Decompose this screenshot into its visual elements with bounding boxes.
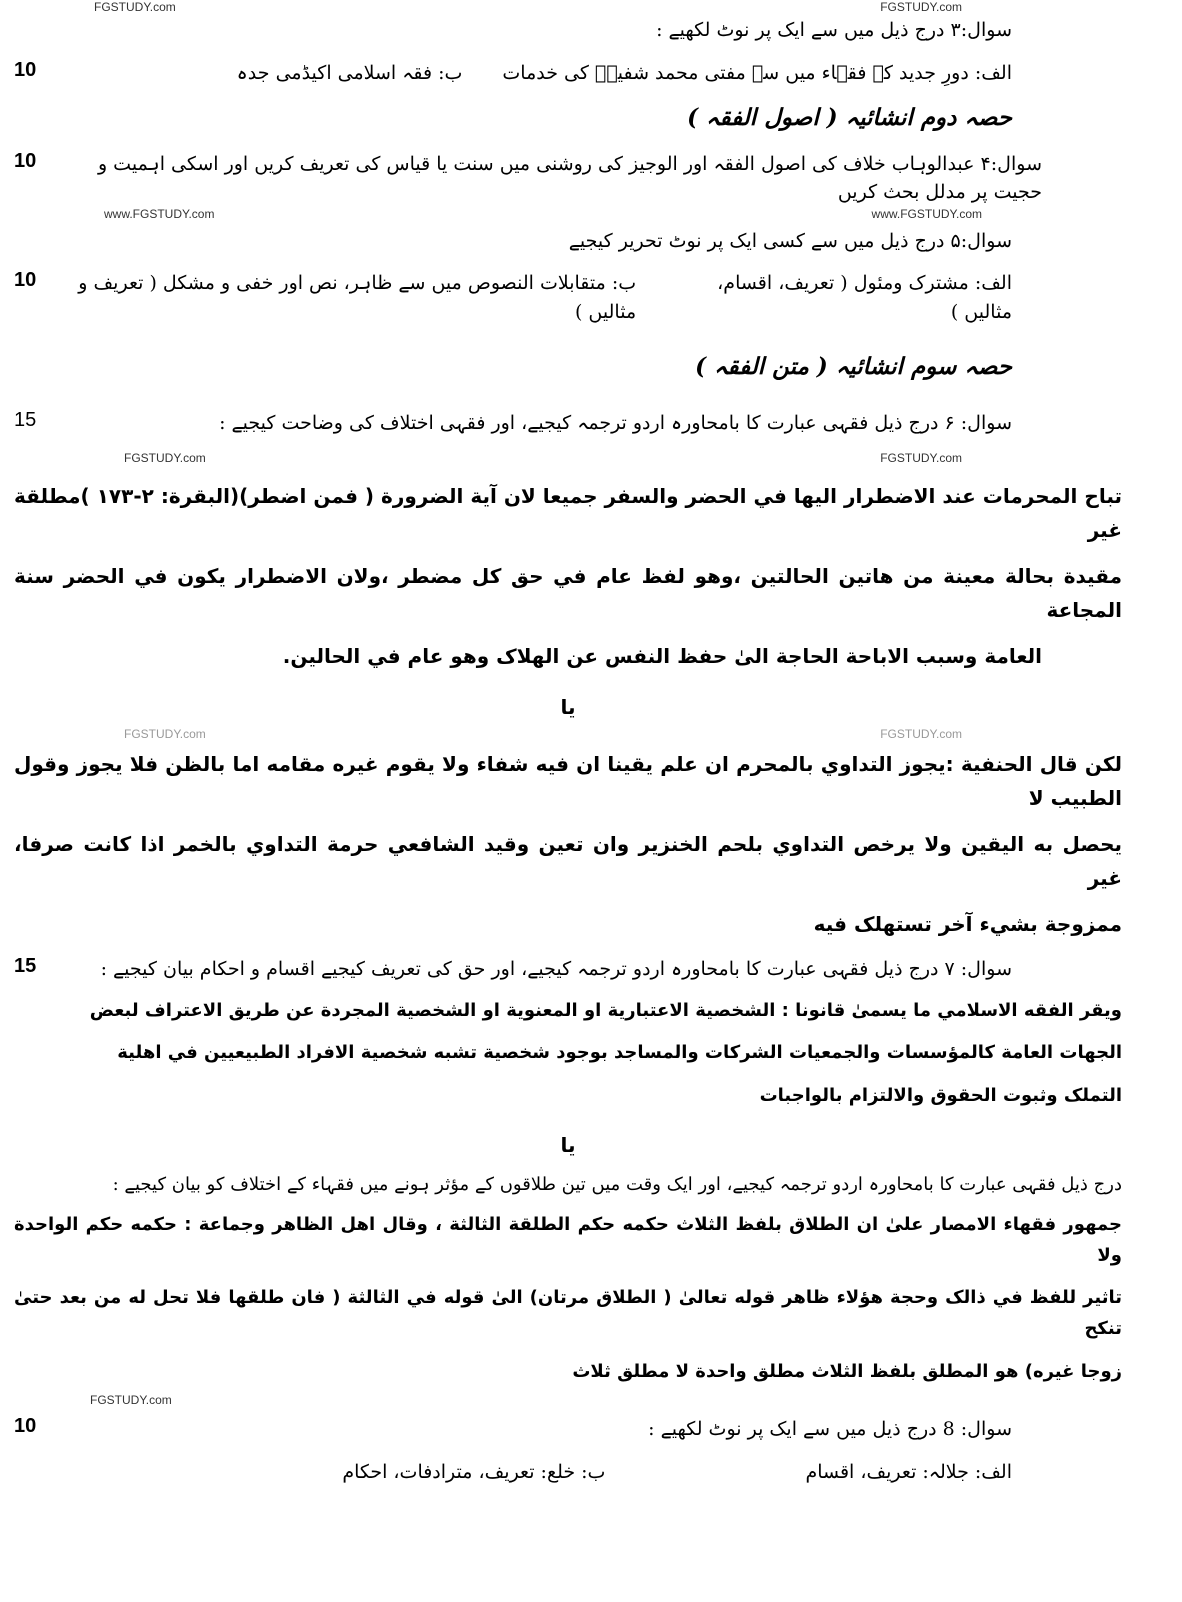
question-7-text-line: ويقر الفقه الاسلامي ما يسمىٰ قانونا : الشخصية الاعتبارية او المعنوية او الشخصية المجردة عن طريق الاعتراف لبعض bbox=[89, 999, 1122, 1021]
question-6-alt-text-line: ممزوجة بشيء آخر تستهلک فيه bbox=[813, 912, 1122, 936]
question-8-option-a: الف: جلالہ: تعریف، اقسام bbox=[805, 1460, 1012, 1483]
question-4-title: سوال:۴ عبدالوہاب خلاف کی اصول الفقہ اور الوجیز کی روشنی میں سنت یا قیاس کی تعریف کریں اور اسکی اہمیت و حجیت پر مدلل بحث کریں bbox=[97, 152, 1042, 203]
question-7-alt-title-row bbox=[14, 1171, 1122, 1198]
question-4-marks: 10 bbox=[14, 149, 37, 172]
watermark: FGSTUDY.com bbox=[880, 451, 962, 465]
question-7-title: سوال: ۷ درج ذیل فقہی عبارت کا بامحاورہ اردو ترجمہ کیجیے، اور حق کی تعریف کیجیے اقسام و احکام بیان کیجیے : bbox=[100, 958, 1012, 980]
watermark-row bbox=[14, 1393, 1122, 1409]
question-5-option-a: الف: مشترک ومئول ( تعریف، اقسام، مثالیں ) bbox=[717, 272, 1012, 323]
question-8-options bbox=[14, 1458, 1122, 1487]
watermark: FGSTUDY.com bbox=[94, 0, 176, 14]
watermark: FGSTUDY.com bbox=[880, 727, 962, 741]
watermark: FGSTUDY.com bbox=[124, 727, 206, 741]
section-3-heading-row bbox=[14, 350, 1122, 385]
watermark-row bbox=[14, 451, 1122, 467]
question-8-title: سوال: 8 درج ذیل میں سے ایک پر نوٹ لکھیے : bbox=[648, 1418, 1012, 1441]
watermark-row bbox=[14, 727, 1122, 743]
question-7-row bbox=[14, 955, 1122, 984]
question-6-row bbox=[14, 409, 1122, 438]
question-5-title: سوال:۵ درج ذیل میں سے کسی ایک پر نوٹ تحریر کیجیے bbox=[568, 229, 1012, 252]
question-5-options bbox=[56, 269, 1122, 326]
watermark: www.FGSTUDY.com bbox=[104, 206, 215, 221]
question-7-text-line: التملک وثبوت الحقوق والالتزام بالواجبات bbox=[759, 1084, 1122, 1106]
section-2-heading: حصہ دوم انشائیہ ( اصول الفقہ ) bbox=[687, 104, 1012, 131]
question-7-text-line: الجهات العامة كالمؤسسات والجمعيات الشركات والمساجد بوجود شخصية تشبه شخصية الافراد الطبيعيين في اهلية bbox=[117, 1042, 1122, 1064]
question-7-alt-text-line: تاثير للفظ في ذالک وحجة هؤلاء ظاهر قوله تعالىٰ ( الطلاق مرتان) الىٰ قوله في الثالثة ( فان طلقها فلا تحل له من بعد حتىٰ تنكح bbox=[14, 1287, 1122, 1340]
question-7-alt-text-line: جمهور فقهاء الامصار علىٰ ان الطلاق بلفظ الثلاث حكمه حكم الطلقة الثالثة ، وقال اهل الظاهر وجماعة : حكمه حكم الواحدة ولا bbox=[14, 1214, 1122, 1266]
question-7-alt-text-line: زوجا غيره) هو المطلق بلفظ الثلاث مطلق واحدة لا مطلق ثلاث bbox=[572, 1360, 1122, 1382]
section-3-heading: حصہ سوم انشائیہ ( متن الفقہ ) bbox=[695, 353, 1012, 380]
question-5-marks: 10 bbox=[14, 269, 37, 291]
question-7-alt-title: درج ذیل فقہی عبارت کا بامحاورہ اردو ترجمہ کیجیے، اور ایک وقت میں تین طلاقوں کے مؤثر ہونے میں فقہاء کے اختلاف کو بیان کیجیے : bbox=[112, 1174, 1122, 1196]
or-separator: یا bbox=[560, 1133, 576, 1158]
question-3-title-row bbox=[14, 16, 1122, 45]
question-5-options-row bbox=[14, 269, 1122, 326]
or-separator: یا bbox=[560, 695, 576, 719]
question-4-row bbox=[14, 150, 1122, 207]
watermark: www.FGSTUDY.com bbox=[871, 206, 982, 221]
question-3-options bbox=[56, 59, 1122, 88]
question-3-option-a: الف: دورِ جدید کے فقہاء میں سے مفتی محمد شفیعؒ کی خدمات bbox=[502, 61, 1012, 84]
question-8-option-b: ب: خلع: تعریف، مترادفات، احکام bbox=[342, 1460, 606, 1483]
section-2-heading-row bbox=[14, 101, 1122, 136]
question-6-title: سوال: ۶ درج ذیل فقہی عبارت کا بامحاورہ اردو ترجمہ کیجیے، اور فقہی اختلاف کی وضاحت کیجیے : bbox=[219, 411, 1012, 434]
watermark-row bbox=[14, 0, 1122, 16]
question-3-option-b: ب: فقہ اسلامی اکیڈمی جدہ bbox=[236, 61, 463, 84]
watermark: FGSTUDY.com bbox=[90, 1393, 172, 1408]
question-5-title-row bbox=[14, 227, 1122, 256]
question-5-option-b: ب: متقابلات النصوص میں سے ظاہر، نص اور خفی و مشکل ( تعریف و مثالیں ) bbox=[78, 272, 637, 323]
question-6-text-line: العامة وسبب الاباحة الحاجة الىٰ حفظ النفس عن الهلاک وهو عام في الحالين. bbox=[282, 644, 1042, 668]
watermark: FGSTUDY.com bbox=[880, 0, 962, 14]
watermark: FGSTUDY.com bbox=[124, 451, 206, 465]
watermark-row bbox=[14, 207, 1122, 223]
question-8-row bbox=[14, 1415, 1122, 1444]
question-8-options-row bbox=[14, 1458, 1122, 1487]
question-6-alt-text-line: يحصل به اليقين ولا يرخص التداوي بلحم الخنزير وان تعين وقيد الشافعي حرمة التداوي بالخمر اذا كانت صرفا، غير bbox=[14, 832, 1122, 890]
question-6-text-line: مقيدة بحالة معينة من هاتين الحالتين ،وهو لفظ عام في حق كل مضطر ،ولان الاضطرار يكون في الحضر سنة المجاعة bbox=[14, 564, 1122, 622]
question-3-options-row bbox=[14, 59, 1122, 88]
question-6-marks: 15 bbox=[14, 408, 37, 431]
question-6-alt-text-line: لكن قال الحنفية :يجوز التداوي بالمحرم ان علم يقينا ان فيه شفاء ولا يقوم غيره مقامه اما بالظن فلا يجوز وقول الطبيب لا bbox=[14, 752, 1122, 810]
question-7-marks: 15 bbox=[14, 955, 37, 977]
question-3-marks: 10 bbox=[14, 58, 37, 81]
question-6-text-line: تباح المحرمات عند الاضطرار اليها في الحضر والسفر جميعا لان آية الضرورة ( فمن اضطر)(البقرة: ٢-١٧٣ )مطلقة غير bbox=[14, 484, 1122, 542]
question-8-marks: 10 bbox=[14, 1415, 37, 1438]
question-3-title: سوال:۳ درج ذیل میں سے ایک پر نوٹ لکھیے : bbox=[656, 19, 1012, 41]
